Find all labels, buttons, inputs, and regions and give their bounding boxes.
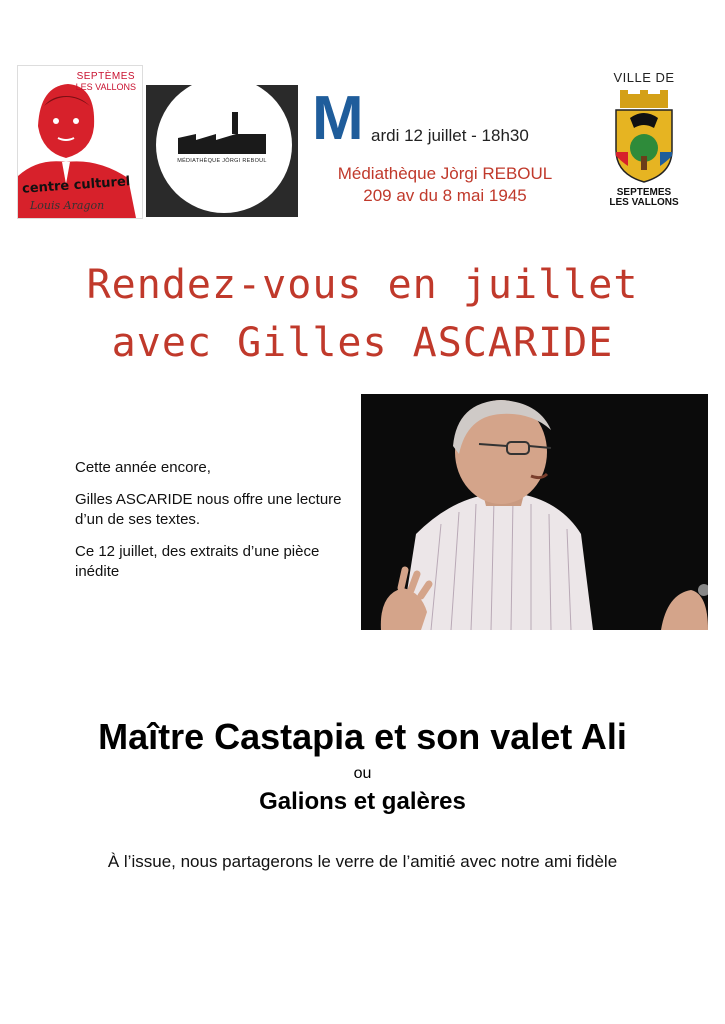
intro-text — [75, 458, 345, 594]
headline-line-1: Rendez-vous en juillet — [86, 262, 639, 308]
mediatheque-label: MÉDIATHÈQUE JÒRGI REBOUL — [177, 158, 267, 164]
play-title: Maître Castapia et son valet Ali — [98, 716, 627, 757]
ville-name: SEPTEMES LES VALLONS — [609, 187, 679, 208]
intro-p3: Ce 12 juillet, des extraits d’une pièce inédite — [75, 543, 320, 580]
cc-town: SEPTÈMES LES VALLONS — [75, 71, 136, 92]
cc-label: centre culturel — [21, 174, 131, 197]
speaker-portrait-icon — [361, 394, 708, 630]
ville-logo — [604, 70, 684, 215]
play-or: ou — [353, 765, 372, 782]
venue-address: 209 av du 8 mai 1945 — [363, 186, 527, 205]
headline-line-2: avec Gilles ASCARIDE — [111, 320, 614, 366]
play-subtitle: Galions et galères — [259, 788, 466, 815]
event-date: ardi 12 juillet - 18h30 — [371, 126, 529, 145]
ville-label: VILLE DE — [613, 70, 675, 85]
date-initial: M — [312, 84, 364, 153]
centre-culturel-logo — [17, 65, 143, 219]
mediatheque-logo — [146, 85, 298, 217]
intro-p1: Cette année encore, — [75, 459, 211, 476]
speaker-photo — [361, 394, 708, 630]
venue — [300, 163, 590, 207]
intro-p2: Gilles ASCARIDE nous offre une lecture d’un de ses textes. — [75, 491, 342, 528]
closing-text: À l’issue, nous partagerons le verre de l’amitié avec notre ami fidèle — [107, 852, 618, 871]
factory-chimney-icon — [176, 110, 268, 156]
coat-of-arms-icon — [612, 90, 676, 186]
cc-signature: Louis Aragon — [30, 199, 105, 212]
venue-name: Médiathèque Jòrgi REBOUL — [337, 164, 553, 183]
